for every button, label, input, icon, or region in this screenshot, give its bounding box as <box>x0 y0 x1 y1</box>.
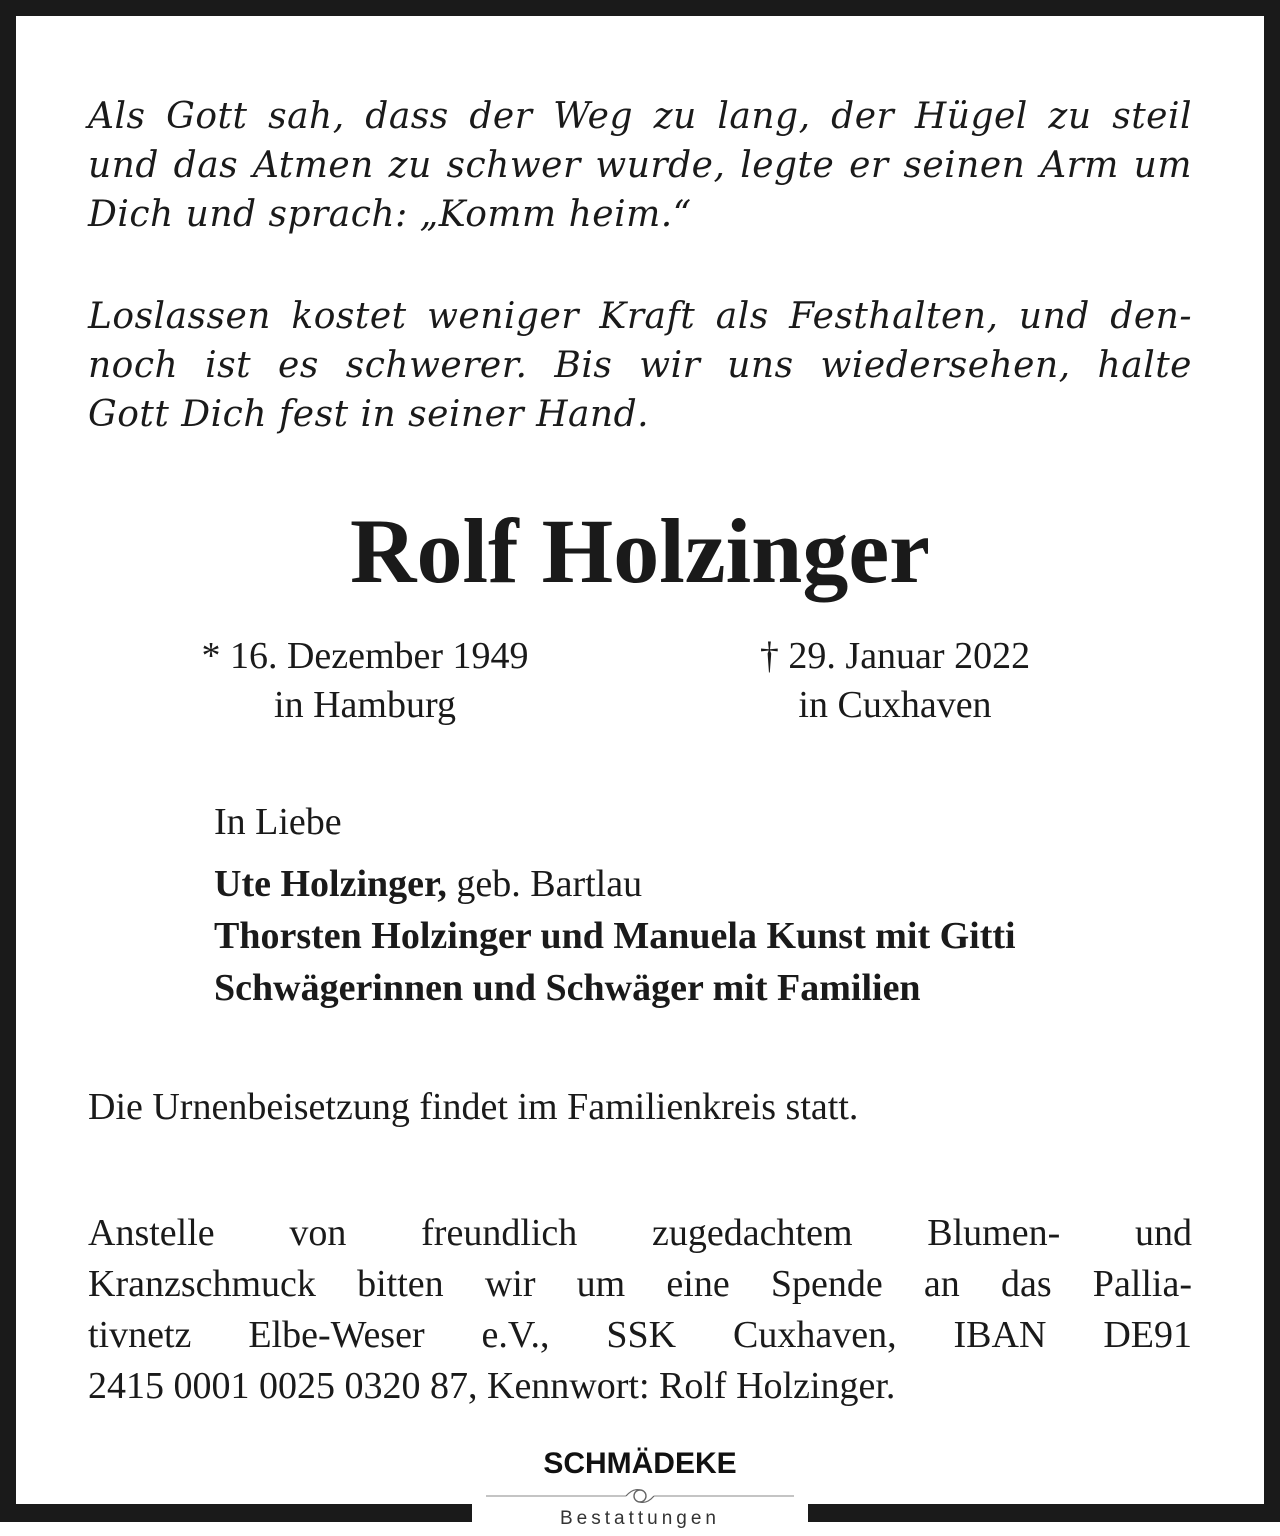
mourner-spouse <box>214 858 1204 910</box>
frame-left-border <box>0 0 16 1522</box>
donation-line-2: Kranzschmuck bitten wir um eine Spende an das Pallia- <box>88 1263 1192 1305</box>
death-date: † 29. Januar 2022 <box>759 635 1031 677</box>
donation-line-3: tivnetz Elbe-Weser e.V., SSK Cuxhaven, IBAN DE91 <box>88 1314 1192 1356</box>
frame-bottom-left-border <box>0 1504 472 1522</box>
verse-first-line-1: Als Gott sah, dass der Weg zu lang, der Hügel zu steil <box>88 96 1192 137</box>
birth-place: in Hamburg <box>274 684 456 726</box>
deceased-name: Rolf Holzinger <box>350 500 930 602</box>
burial-notice: Die Urnenbeisetzung findet im Familienkreis statt. <box>88 1086 859 1128</box>
mourner-line-2-text: Thorsten Holzinger und Manuela Kunst mit Gitti <box>214 915 1016 957</box>
verse-first-line-3: Dich und sprach: „Komm heim.“ <box>88 194 692 235</box>
death-info <box>700 632 1090 730</box>
funeral-home-logo <box>486 1444 794 1536</box>
logo-ornament-icon <box>486 1484 794 1508</box>
verse-second-line-3: Gott Dich fest in seiner Hand. <box>88 394 650 435</box>
donation-request <box>88 1208 1192 1412</box>
verse-first-line-2: und das Atmen zu schwer wurde, legte er seinen Arm um <box>88 145 1192 186</box>
mourner-spouse-maiden: geb. Bartlau <box>446 863 643 905</box>
birth-info <box>150 632 580 730</box>
mourner-line-2 <box>214 910 1204 962</box>
frame-bottom-right-border <box>808 1504 1280 1522</box>
verse-second-line-2: noch ist es schwerer. Bis wir uns wiedersehen, halte <box>88 345 1192 386</box>
logo-subtitle: Bestattungen <box>560 1508 720 1529</box>
frame-right-border <box>1264 0 1280 1522</box>
mourners-list <box>214 796 1204 1014</box>
mourner-line-3-text: Schwägerinnen und Schwäger mit Familien <box>214 967 921 1009</box>
mourner-line-3 <box>214 962 1204 1014</box>
donation-line-4: 2415 0001 0025 0320 87, Kennwort: Rolf Holzinger. <box>88 1365 896 1407</box>
death-place: in Cuxhaven <box>798 684 992 726</box>
frame-top-border <box>0 0 1280 16</box>
verse-first <box>88 92 1192 239</box>
mourners-intro: In Liebe <box>214 801 342 843</box>
verse-second <box>88 292 1192 439</box>
birth-date: * 16. Dezember 1949 <box>201 635 529 677</box>
logo-name: SCHMÄDEKE <box>543 1447 737 1480</box>
verse-second-line-1: Loslassen kostet weniger Kraft als Festhalten, und den- <box>88 296 1192 337</box>
donation-line-1: Anstelle von freundlich zugedachtem Blumen- und <box>88 1212 1192 1254</box>
mourner-spouse-name: Ute Holzinger, <box>214 863 447 905</box>
